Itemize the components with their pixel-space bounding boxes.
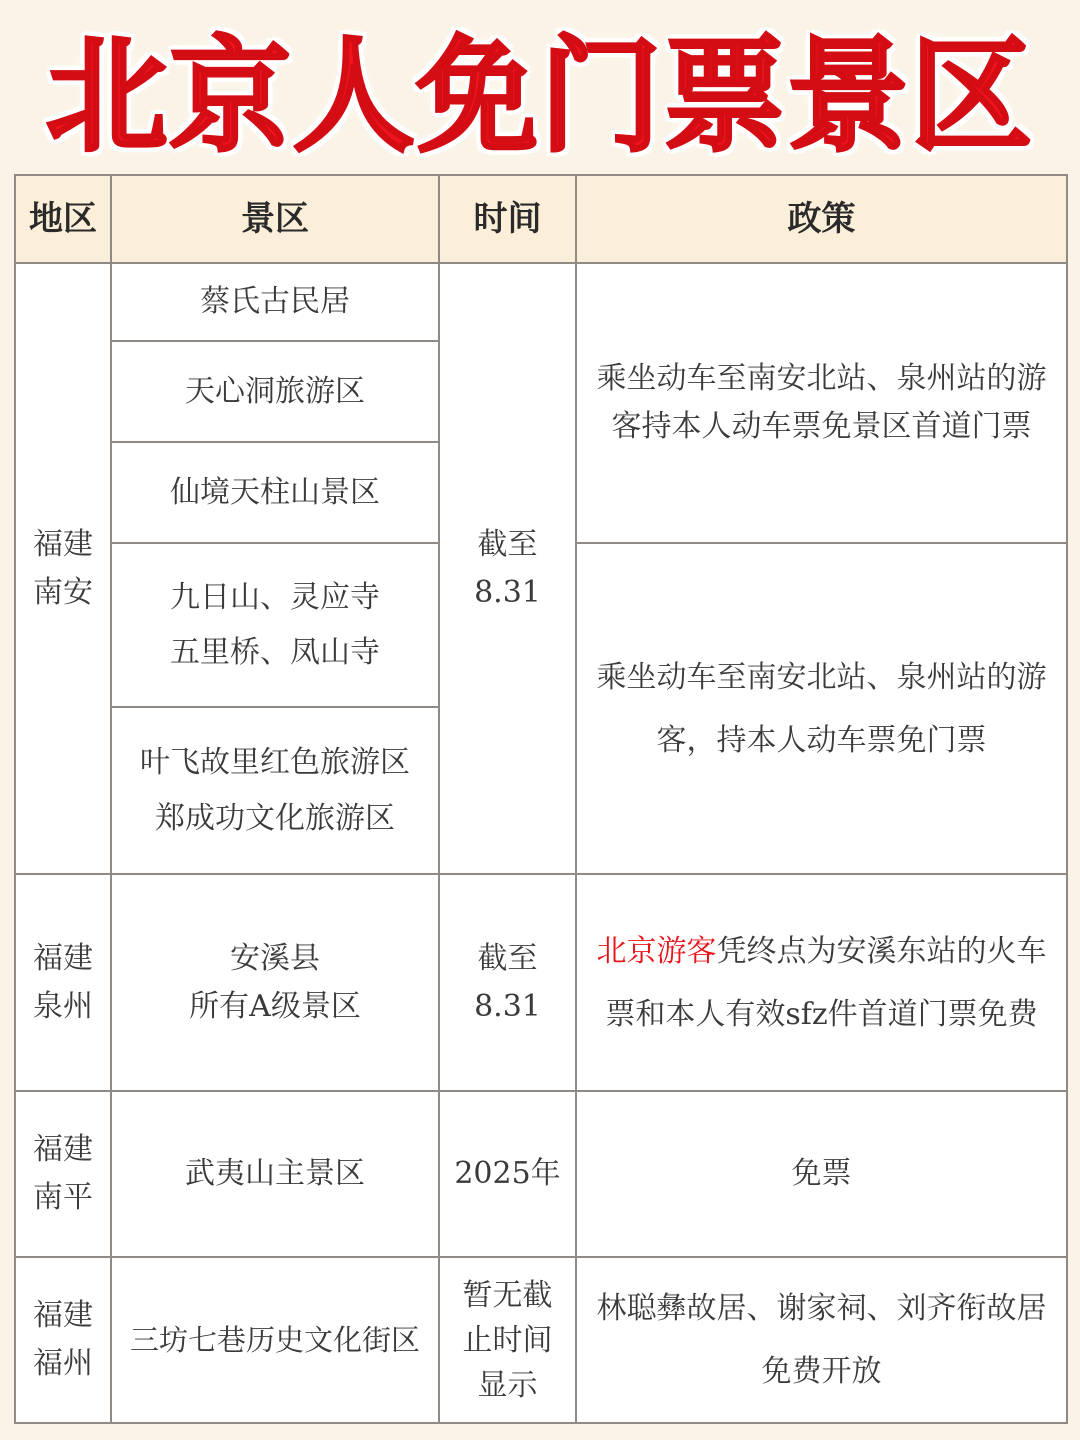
region-line: 福建 bbox=[33, 940, 93, 976]
time-line: 2025年 bbox=[454, 1156, 561, 1191]
table-row bbox=[15, 263, 1067, 341]
spot-cell bbox=[111, 442, 439, 543]
region-line: 福建 bbox=[33, 1132, 93, 1167]
time-cell-nanan bbox=[439, 263, 576, 874]
scenic-table bbox=[14, 174, 1068, 1424]
region-line: 南平 bbox=[33, 1180, 93, 1215]
policy-cell-quanzhou bbox=[576, 874, 1067, 1091]
header-policy: 政策 bbox=[576, 175, 1067, 263]
policy-cell-fuzhou bbox=[576, 1257, 1067, 1423]
spot-cell bbox=[111, 874, 439, 1091]
time-cell bbox=[439, 1257, 576, 1423]
spot-line: 天心洞旅游区 bbox=[185, 373, 365, 409]
region-line: 泉州 bbox=[33, 988, 93, 1024]
spot-line: 九日山、灵应寺 bbox=[170, 579, 380, 615]
spot-line: 叶飞故里红色旅游区 bbox=[140, 745, 410, 780]
page-title bbox=[0, 0, 1080, 172]
policy-line: 客持本人动车票免景区首道门票 bbox=[611, 409, 1032, 444]
policy-line bbox=[583, 920, 1060, 983]
spot-line: 郑成功文化旅游区 bbox=[155, 800, 395, 836]
time-line: 8.31 bbox=[474, 574, 541, 610]
spot-line: 五里桥、凤山寺 bbox=[170, 635, 380, 670]
policy-line: 免费开放 bbox=[761, 1354, 882, 1389]
spot-line: 安溪县 bbox=[230, 940, 320, 976]
time-line: 止时间 bbox=[462, 1322, 553, 1358]
region-cell-nanan bbox=[15, 263, 111, 874]
table-row bbox=[15, 874, 1067, 1091]
time-line: 显示 bbox=[477, 1367, 538, 1403]
region-line: 福建 bbox=[33, 526, 93, 562]
spot-cell bbox=[111, 543, 439, 707]
spot-line: 武夷山主景区 bbox=[185, 1156, 365, 1191]
spot-cell bbox=[111, 1091, 439, 1257]
policy-line: 客，持本人动车票免门票 bbox=[656, 722, 987, 758]
region-cell-quanzhou bbox=[15, 874, 111, 1091]
spot-cell bbox=[111, 263, 439, 341]
policy-line: 乘坐动车至南安北站、泉州站的游 bbox=[596, 361, 1047, 396]
time-line: 截至 bbox=[477, 526, 538, 562]
table-row bbox=[15, 1091, 1067, 1257]
spot-line: 蔡氏古民居 bbox=[200, 284, 350, 319]
spot-cell bbox=[111, 1257, 439, 1423]
region-line: 福州 bbox=[33, 1346, 93, 1381]
spot-line: 仙境天柱山景区 bbox=[170, 474, 380, 510]
policy-cell-nanan-2 bbox=[576, 543, 1067, 874]
header-region: 地区 bbox=[15, 175, 111, 263]
region-line: 南安 bbox=[33, 574, 93, 610]
table-row bbox=[15, 1257, 1067, 1423]
time-line: 暂无截 bbox=[462, 1277, 553, 1313]
policy-cell-nanping bbox=[576, 1091, 1067, 1257]
policy-text: 凭终点为安溪东站的火车 bbox=[716, 933, 1047, 969]
spot-line: 三坊七巷历史文化街区 bbox=[129, 1322, 420, 1357]
header-spot: 景区 bbox=[111, 175, 439, 263]
highlight-text: 北京游客 bbox=[596, 933, 717, 969]
header-time: 时间 bbox=[439, 175, 576, 263]
header-row bbox=[15, 175, 1067, 263]
policy-line: 票和本人有效sfz件首道门票免费 bbox=[605, 996, 1038, 1032]
time-cell bbox=[439, 874, 576, 1091]
spot-line: 所有A级景区 bbox=[189, 988, 361, 1024]
time-cell bbox=[439, 1091, 576, 1257]
spot-cell bbox=[111, 707, 439, 874]
spot-cell bbox=[111, 341, 439, 442]
policy-line: 免票 bbox=[791, 1156, 852, 1191]
policy-line: 乘坐动车至南安北站、泉州站的游 bbox=[596, 659, 1047, 695]
region-cell-nanping bbox=[15, 1091, 111, 1257]
page-title-text: 北京人免门票景区 bbox=[46, 25, 1034, 169]
region-cell-fuzhou bbox=[15, 1257, 111, 1423]
policy-line: 林聪彝故居、谢家祠、刘齐衔故居 bbox=[596, 1291, 1047, 1326]
time-line: 截至8.31 bbox=[474, 940, 541, 1024]
region-line: 福建 bbox=[33, 1298, 93, 1333]
policy-cell-nanan-1 bbox=[576, 263, 1067, 543]
